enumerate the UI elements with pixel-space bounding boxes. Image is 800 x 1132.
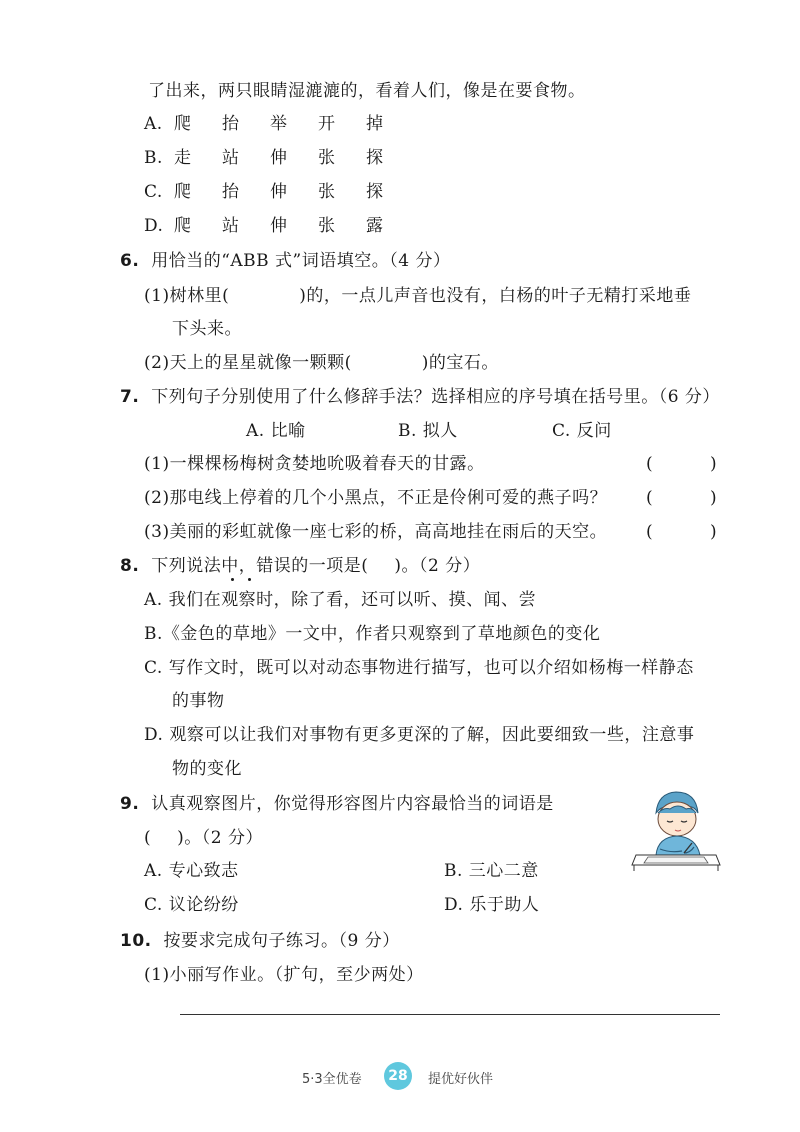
option-word: 探 xyxy=(366,148,384,168)
question-stem: 下列说法中， xyxy=(151,556,257,576)
question-number: 9. xyxy=(120,794,140,814)
answer-paren-open: ( xyxy=(646,454,653,474)
question-stem: )。（2 分） xyxy=(177,828,263,848)
emphasis-dot xyxy=(248,578,251,581)
answer-paren-close: ) xyxy=(710,522,717,542)
q7-choice-a: A. 比喻 xyxy=(246,421,306,441)
option-word: 伸 xyxy=(270,182,288,202)
answer-paren-close: ) xyxy=(710,454,717,474)
emphasis-word: 错误 xyxy=(256,556,292,576)
q10-question xyxy=(120,930,400,952)
student-writing-illustration xyxy=(630,783,722,875)
emphasis-dot xyxy=(231,578,234,581)
q6-sentence-1-wrap: 下头来。 xyxy=(172,319,242,339)
option-word: 站 xyxy=(222,216,240,236)
q5-option-b xyxy=(144,147,384,169)
option-word: 抬 xyxy=(222,182,240,202)
q8-option-a: A. 我们在观察时，除了看，还可以听、摸、闻、尝 xyxy=(144,590,537,610)
page-footer xyxy=(0,1060,800,1090)
q9-question xyxy=(120,793,554,815)
question-number: 10. xyxy=(120,931,152,951)
option-word: 张 xyxy=(318,148,336,168)
option-label: C. xyxy=(144,182,163,202)
paren: ( xyxy=(144,828,152,848)
option-word: 爬 xyxy=(174,182,192,202)
q9-option-a: A. 专心致志 xyxy=(144,861,239,881)
question-number: 7. xyxy=(120,387,140,407)
option-word: 伸 xyxy=(270,216,288,236)
q10-sub-1: (1)小丽写作业。（扩句，至少两处） xyxy=(144,965,424,985)
q6-sentence-1 xyxy=(144,285,691,307)
q8-option-c-wrap: 的事物 xyxy=(172,691,225,711)
q6-question xyxy=(120,250,450,272)
answer-paren-close: ) xyxy=(710,488,717,508)
option-word: 走 xyxy=(174,148,192,168)
q7-question xyxy=(120,386,720,408)
q5-continuation: 了出来，两只眼睛湿漉漉的，看着人们，像是在要食物。 xyxy=(148,81,586,101)
option-word: 站 xyxy=(222,148,240,168)
q9-option-d: D. 乐于助人 xyxy=(444,895,540,915)
option-word: 抬 xyxy=(222,114,240,134)
question-stem: )。（2 分） xyxy=(394,556,481,576)
q5-option-c xyxy=(144,181,384,203)
page-number-badge: 28 xyxy=(384,1062,412,1090)
question-stem: 下列句子分别使用了什么修辞手法？选择相应的序号填在括号里。（6 分） xyxy=(151,387,720,407)
q5-option-a xyxy=(144,113,384,135)
option-word: 爬 xyxy=(174,216,192,236)
question-stem: 的一项是( xyxy=(291,556,369,576)
q8-option-b: B.《金色的草地》一文中，作者只观察到了草地颜色的变化 xyxy=(144,624,601,644)
option-word: 露 xyxy=(366,216,384,236)
answer-paren-open: ( xyxy=(646,522,653,542)
q7-item-3: (3)美丽的彩虹就像一座七彩的桥，高高地挂在雨后的天空。 xyxy=(144,522,608,542)
option-word: 掉 xyxy=(366,114,384,134)
q9-answer-line xyxy=(144,827,263,849)
q8-option-c: C. 写作文时，既可以对动态事物进行描写，也可以介绍如杨梅一样静态 xyxy=(144,658,694,678)
question-stem: 认真观察图片，你觉得形容图片内容最恰当的词语是 xyxy=(151,794,554,814)
option-word: 伸 xyxy=(270,148,288,168)
footer-slogan: 提优好伙伴 xyxy=(428,1072,494,1087)
option-word: 举 xyxy=(270,114,288,134)
sentence-text: (1)树林里( xyxy=(144,286,230,306)
option-label: A. xyxy=(144,114,163,134)
option-word: 爬 xyxy=(174,114,192,134)
sentence-text: )的宝石。 xyxy=(421,353,499,373)
q6-sentence-2 xyxy=(144,352,499,374)
q8-option-d: D. 观察可以让我们对事物有更多更深的了解，因此要细致一些，注意事 xyxy=(144,725,695,745)
answer-line[interactable] xyxy=(180,1014,720,1015)
q8-question xyxy=(120,555,480,577)
q7-choice-c: C. 反问 xyxy=(552,421,612,441)
q9-option-c: C. 议论纷纷 xyxy=(144,895,239,915)
option-word: 张 xyxy=(318,216,336,236)
q5-option-d xyxy=(144,215,384,237)
question-number: 6. xyxy=(120,251,140,271)
option-label: D. xyxy=(144,216,164,236)
option-word: 探 xyxy=(366,182,384,202)
option-label: B. xyxy=(144,148,163,168)
q7-choice-b: B. 拟人 xyxy=(398,421,458,441)
q9-option-b: B. 三心二意 xyxy=(444,861,539,881)
question-stem: 按要求完成句子练习。（9 分） xyxy=(163,931,400,951)
q8-option-d-wrap: 物的变化 xyxy=(172,759,242,779)
q7-item-1: (1)一棵棵杨梅树贪婪地吮吸着春天的甘露。 xyxy=(144,454,485,474)
q7-item-2: (2)那电线上停着的几个小黑点，不正是伶俐可爱的燕子吗？ xyxy=(144,488,608,508)
answer-paren-open: ( xyxy=(646,488,653,508)
option-word: 张 xyxy=(318,182,336,202)
question-stem: 用恰当的“ABB 式”词语填空。（4 分） xyxy=(151,251,451,271)
sentence-text: (2)天上的星星就像一颗颗( xyxy=(144,353,352,373)
question-number: 8. xyxy=(120,556,140,576)
sentence-text: )的，一点儿声音也没有，白杨的叶子无精打采地垂 xyxy=(299,286,692,306)
option-word: 开 xyxy=(318,114,336,134)
footer-brand: 5·3全优卷 xyxy=(302,1072,362,1087)
